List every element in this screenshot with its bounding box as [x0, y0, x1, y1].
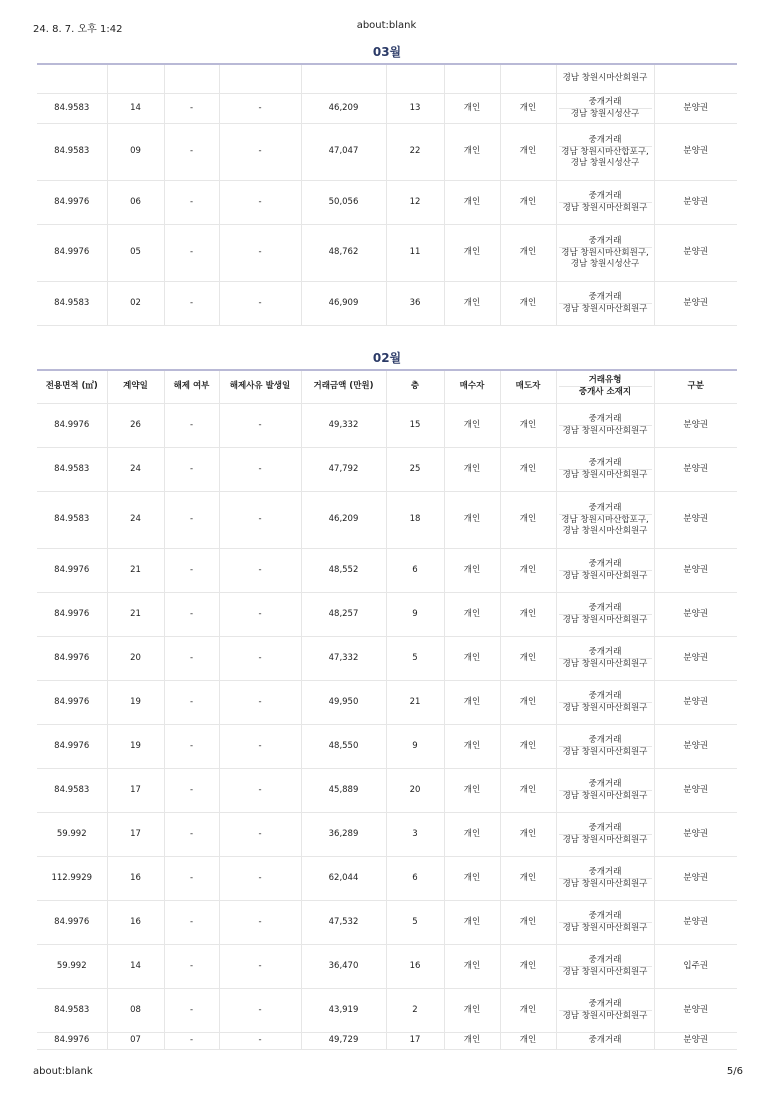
location-text: 경남 창원시마산회원구 [562, 469, 648, 480]
table-row [37, 548, 737, 592]
trade-type-text: 중개거래 [559, 999, 652, 1011]
cell-area: 84.9976 [37, 224, 107, 281]
cell-type [556, 1032, 654, 1049]
trade-type-text: 중개거래 [559, 779, 652, 791]
cell-seller: 개인 [500, 180, 556, 224]
cell-price: 48,552 [301, 548, 386, 592]
cell-seller: 개인 [500, 93, 556, 123]
cell-type [556, 592, 654, 636]
cell-cancel: - [164, 403, 219, 447]
cell-kind: 입주권 [654, 944, 737, 988]
location-text: 경남 창원시마산회원구, 경남 창원시성산구 [561, 247, 649, 269]
cell-price: 47,047 [301, 123, 386, 180]
cell-day: 21 [107, 548, 164, 592]
cell-cancel-date: - [219, 680, 301, 724]
header-cancel: 해제 여부 [164, 370, 219, 403]
cell-price: 49,729 [301, 1032, 386, 1049]
cell-type [556, 64, 654, 93]
cell-day: 17 [107, 812, 164, 856]
cell-price: 43,919 [301, 988, 386, 1032]
cell-price: 46,209 [301, 93, 386, 123]
cell-kind: 분양권 [654, 592, 737, 636]
table-row [37, 447, 737, 491]
trade-type-text: 중개거래 [559, 292, 652, 304]
cell-cancel: - [164, 768, 219, 812]
cell-day: 20 [107, 636, 164, 680]
cell-day: 06 [107, 180, 164, 224]
cell-type [556, 768, 654, 812]
cell-kind: 분양권 [654, 900, 737, 944]
cell-type [556, 944, 654, 988]
table-row [37, 180, 737, 224]
trade-type-text: 중개거래 [559, 955, 652, 967]
trade-type-text: 중개거래 [559, 503, 652, 515]
cell-type [556, 988, 654, 1032]
cell-day: 24 [107, 491, 164, 548]
cell-type [556, 636, 654, 680]
month-title-march: 03월 [372, 45, 402, 59]
cell-kind: 분양권 [654, 281, 737, 325]
cell-day: 02 [107, 281, 164, 325]
cell-floor [386, 64, 444, 93]
cell-cancel: - [164, 447, 219, 491]
cell-cancel: - [164, 680, 219, 724]
trade-type-text: 중개거래 [559, 414, 652, 426]
cell-cancel: - [164, 724, 219, 768]
cell-floor: 5 [386, 900, 444, 944]
cell-price: 47,332 [301, 636, 386, 680]
trade-type-text: 중개거래 [559, 735, 652, 747]
cell-area: 84.9976 [37, 680, 107, 724]
cell-cancel: - [164, 636, 219, 680]
table-row [37, 768, 737, 812]
cell-type [556, 180, 654, 224]
cell-buyer: 개인 [444, 724, 500, 768]
cell-cancel-date: - [219, 724, 301, 768]
cell-cancel-date: - [219, 856, 301, 900]
print-footer [0, 1066, 773, 1080]
header-seller: 매도자 [500, 370, 556, 403]
cell-buyer: 개인 [444, 856, 500, 900]
cell-cancel-date: - [219, 900, 301, 944]
cell-area: 84.9583 [37, 447, 107, 491]
cell-cancel: - [164, 491, 219, 548]
header-day: 계약일 [107, 370, 164, 403]
header-kind: 구분 [654, 370, 737, 403]
print-footer-url: about:blank [33, 1066, 93, 1077]
table-row [37, 1032, 737, 1049]
cell-cancel: - [164, 592, 219, 636]
header-location-label: 중개사 소재지 [578, 387, 632, 398]
cell-buyer: 개인 [444, 592, 500, 636]
cell-area: 84.9976 [37, 636, 107, 680]
cell-buyer: 개인 [444, 491, 500, 548]
cell-price: 36,289 [301, 812, 386, 856]
cell-seller: 개인 [500, 812, 556, 856]
cell-price: 36,470 [301, 944, 386, 988]
cell-cancel-date: - [219, 944, 301, 988]
cell-cancel-date: - [219, 447, 301, 491]
trade-type-text: 중개거래 [559, 97, 652, 109]
trade-type-text: 중개거래 [559, 458, 652, 470]
cell-cancel-date: - [219, 988, 301, 1032]
cell-kind: 분양권 [654, 224, 737, 281]
cell-cancel-date: - [219, 403, 301, 447]
trade-table-february [37, 369, 737, 1050]
cell-day: 21 [107, 592, 164, 636]
cell-area: 112.9929 [37, 856, 107, 900]
location-text: 경남 창원시마산합포구, 경남 창원시마산회원구 [561, 514, 649, 536]
table-row [37, 856, 737, 900]
cell-type [556, 724, 654, 768]
cell-type [556, 224, 654, 281]
cell-kind: 분양권 [654, 724, 737, 768]
cell-kind: 분양권 [654, 856, 737, 900]
cell-cancel [164, 64, 219, 93]
trade-table-march [37, 63, 737, 326]
table-row [37, 988, 737, 1032]
cell-type [556, 447, 654, 491]
cell-cancel: - [164, 93, 219, 123]
cell-type [556, 900, 654, 944]
cell-cancel-date: - [219, 224, 301, 281]
cell-floor: 11 [386, 224, 444, 281]
cell-area: 84.9976 [37, 403, 107, 447]
cell-day: 05 [107, 224, 164, 281]
header-buyer: 매수자 [444, 370, 500, 403]
cell-day: 07 [107, 1032, 164, 1049]
cell-type [556, 856, 654, 900]
cell-price [301, 64, 386, 93]
table-row [37, 93, 737, 123]
cell-cancel: - [164, 812, 219, 856]
cell-day: 14 [107, 944, 164, 988]
cell-buyer: 개인 [444, 680, 500, 724]
table-row [37, 680, 737, 724]
cell-day: 17 [107, 768, 164, 812]
cell-kind: 분양권 [654, 447, 737, 491]
table-row [37, 403, 737, 447]
cell-type [556, 680, 654, 724]
cell-price: 47,532 [301, 900, 386, 944]
location-text: 경남 창원시마산회원구 [562, 746, 648, 757]
cell-seller: 개인 [500, 548, 556, 592]
cell-buyer: 개인 [444, 636, 500, 680]
location-text: 경남 창원시마산회원구 [562, 303, 648, 314]
cell-buyer: 개인 [444, 403, 500, 447]
print-title: about:blank [356, 20, 417, 31]
cell-floor: 22 [386, 123, 444, 180]
month-title-february: 02월 [372, 351, 402, 365]
cell-floor: 25 [386, 447, 444, 491]
cell-buyer: 개인 [444, 123, 500, 180]
cell-area: 84.9976 [37, 724, 107, 768]
cell-floor: 3 [386, 812, 444, 856]
cell-area: 84.9583 [37, 281, 107, 325]
table-row [37, 592, 737, 636]
cell-cancel: - [164, 856, 219, 900]
cell-floor: 15 [386, 403, 444, 447]
cell-floor: 6 [386, 548, 444, 592]
header-area: 전용면적 (㎡) [37, 370, 107, 403]
cell-type [556, 403, 654, 447]
cell-day: 08 [107, 988, 164, 1032]
table-row [37, 636, 737, 680]
location-text: 경남 창원시마산회원구 [562, 570, 648, 581]
location-text: 경남 창원시마산회원구 [562, 202, 648, 213]
header-type-label: 거래유형 [559, 375, 652, 387]
cell-buyer: 개인 [444, 93, 500, 123]
cell-floor: 5 [386, 636, 444, 680]
cell-cancel-date: - [219, 491, 301, 548]
cell-floor: 17 [386, 1032, 444, 1049]
cell-type [556, 548, 654, 592]
location-text: 경남 창원시마산합포구, 경남 창원시성산구 [561, 146, 649, 168]
cell-kind: 분양권 [654, 491, 737, 548]
header-price: 거래금액 (만원) [301, 370, 386, 403]
cell-area: 84.9583 [37, 768, 107, 812]
trade-type-text: 중개거래 [559, 236, 652, 248]
cell-floor: 9 [386, 724, 444, 768]
cell-area: 84.9583 [37, 93, 107, 123]
cell-day: 26 [107, 403, 164, 447]
location-text: 경남 창원시마산회원구 [562, 790, 648, 801]
trade-type-text: 중개거래 [559, 867, 652, 879]
cell-kind: 분양권 [654, 636, 737, 680]
cell-area: 84.9583 [37, 491, 107, 548]
cell-floor: 12 [386, 180, 444, 224]
cell-cancel-date: - [219, 180, 301, 224]
cell-cancel: - [164, 123, 219, 180]
cell-seller: 개인 [500, 491, 556, 548]
table-row [37, 281, 737, 325]
table-row [37, 944, 737, 988]
cell-cancel-date: - [219, 636, 301, 680]
cell-seller: 개인 [500, 123, 556, 180]
cell-seller: 개인 [500, 447, 556, 491]
cell-buyer [444, 64, 500, 93]
cell-seller: 개인 [500, 680, 556, 724]
page-number: 5/6 [726, 1066, 743, 1077]
trade-type-text: 중개거래 [559, 691, 652, 703]
cell-cancel-date: - [219, 1032, 301, 1049]
cell-area: 84.9976 [37, 180, 107, 224]
print-timestamp: 24. 8. 7. 오후 1:42 [33, 24, 123, 35]
table-row [37, 900, 737, 944]
header-type [556, 370, 654, 403]
cell-area: 84.9976 [37, 548, 107, 592]
cell-price: 45,889 [301, 768, 386, 812]
cell-seller: 개인 [500, 224, 556, 281]
cell-buyer: 개인 [444, 224, 500, 281]
cell-buyer: 개인 [444, 447, 500, 491]
trade-type-text: 중개거래 [559, 647, 652, 659]
table-header-row [37, 370, 737, 403]
cell-price: 46,209 [301, 491, 386, 548]
cell-cancel: - [164, 944, 219, 988]
cell-buyer: 개인 [444, 768, 500, 812]
cell-day [107, 64, 164, 93]
cell-type [556, 93, 654, 123]
cell-cancel-date [219, 64, 301, 93]
table-row [37, 491, 737, 548]
location-text: 경남 창원시마산회원구 [562, 1010, 648, 1021]
cell-price: 48,762 [301, 224, 386, 281]
cell-day: 09 [107, 123, 164, 180]
cell-seller: 개인 [500, 988, 556, 1032]
cell-area: 84.9583 [37, 123, 107, 180]
location-text: 경남 창원시마산회원구 [562, 834, 648, 845]
table-row-continued [37, 64, 737, 93]
cell-cancel-date: - [219, 123, 301, 180]
cell-cancel-date: - [219, 768, 301, 812]
cell-floor: 13 [386, 93, 444, 123]
cell-price: 50,056 [301, 180, 386, 224]
cell-cancel: - [164, 281, 219, 325]
location-text: 경남 창원시마산회원구 [562, 73, 648, 84]
cell-seller: 개인 [500, 724, 556, 768]
cell-price: 46,909 [301, 281, 386, 325]
cell-cancel-date: - [219, 281, 301, 325]
cell-area [37, 64, 107, 93]
cell-kind: 분양권 [654, 123, 737, 180]
cell-kind [654, 64, 737, 93]
cell-floor: 36 [386, 281, 444, 325]
cell-day: 16 [107, 900, 164, 944]
cell-buyer: 개인 [444, 180, 500, 224]
cell-price: 48,257 [301, 592, 386, 636]
trade-type-text: 중개거래 [588, 1035, 622, 1045]
location-text: 경남 창원시마산회원구 [562, 614, 648, 625]
cell-area: 84.9976 [37, 1032, 107, 1049]
cell-type [556, 123, 654, 180]
trade-type-text: 중개거래 [559, 191, 652, 203]
trade-type-text: 중개거래 [559, 911, 652, 923]
table-row [37, 123, 737, 180]
trade-type-text: 중개거래 [559, 559, 652, 571]
cell-floor: 6 [386, 856, 444, 900]
cell-kind: 분양권 [654, 680, 737, 724]
cell-price: 48,550 [301, 724, 386, 768]
cell-floor: 20 [386, 768, 444, 812]
table-row [37, 224, 737, 281]
trade-type-text: 중개거래 [559, 823, 652, 835]
print-header [0, 20, 773, 34]
cell-area: 59.992 [37, 944, 107, 988]
table-row [37, 724, 737, 768]
location-text: 경남 창원시마산회원구 [562, 425, 648, 436]
cell-kind: 분양권 [654, 812, 737, 856]
cell-seller: 개인 [500, 592, 556, 636]
location-text: 경남 창원시마산회원구 [562, 702, 648, 713]
trade-type-text: 중개거래 [559, 603, 652, 615]
cell-seller: 개인 [500, 768, 556, 812]
cell-cancel: - [164, 1032, 219, 1049]
cell-area: 84.9583 [37, 988, 107, 1032]
cell-kind: 분양권 [654, 180, 737, 224]
cell-area: 84.9976 [37, 900, 107, 944]
cell-type [556, 281, 654, 325]
cell-seller: 개인 [500, 944, 556, 988]
cell-floor: 9 [386, 592, 444, 636]
cell-cancel: - [164, 180, 219, 224]
cell-kind: 분양권 [654, 768, 737, 812]
cell-floor: 2 [386, 988, 444, 1032]
cell-cancel-date: - [219, 548, 301, 592]
trade-type-text: 중개거래 [559, 135, 652, 147]
cell-seller [500, 64, 556, 93]
cell-cancel: - [164, 548, 219, 592]
header-floor: 층 [386, 370, 444, 403]
cell-area: 59.992 [37, 812, 107, 856]
cell-type [556, 812, 654, 856]
cell-kind: 분양권 [654, 548, 737, 592]
cell-cancel-date: - [219, 93, 301, 123]
location-text: 경남 창원시마산회원구 [562, 658, 648, 669]
cell-day: 24 [107, 447, 164, 491]
cell-seller: 개인 [500, 403, 556, 447]
cell-buyer: 개인 [444, 988, 500, 1032]
cell-cancel: - [164, 224, 219, 281]
location-text: 경남 창원시마산회원구 [562, 922, 648, 933]
cell-floor: 16 [386, 944, 444, 988]
cell-seller: 개인 [500, 856, 556, 900]
cell-day: 19 [107, 724, 164, 768]
cell-type [556, 491, 654, 548]
cell-floor: 18 [386, 491, 444, 548]
cell-floor: 21 [386, 680, 444, 724]
cell-day: 14 [107, 93, 164, 123]
cell-area: 84.9976 [37, 592, 107, 636]
cell-kind: 분양권 [654, 988, 737, 1032]
cell-seller: 개인 [500, 636, 556, 680]
cell-seller: 개인 [500, 281, 556, 325]
cell-cancel-date: - [219, 812, 301, 856]
cell-day: 19 [107, 680, 164, 724]
cell-cancel: - [164, 988, 219, 1032]
cell-buyer: 개인 [444, 548, 500, 592]
location-text: 경남 창원시마산회원구 [562, 966, 648, 977]
cell-buyer: 개인 [444, 812, 500, 856]
header-cancel-date: 해제사유 발생일 [219, 370, 301, 403]
cell-buyer: 개인 [444, 1032, 500, 1049]
location-text: 경남 창원시성산구 [570, 108, 640, 119]
cell-price: 62,044 [301, 856, 386, 900]
cell-price: 47,792 [301, 447, 386, 491]
cell-price: 49,950 [301, 680, 386, 724]
cell-buyer: 개인 [444, 281, 500, 325]
table-row [37, 812, 737, 856]
cell-price: 49,332 [301, 403, 386, 447]
location-text: 경남 창원시마산회원구 [562, 878, 648, 889]
cell-kind: 분양권 [654, 1032, 737, 1049]
cell-cancel: - [164, 900, 219, 944]
cell-seller: 개인 [500, 900, 556, 944]
cell-buyer: 개인 [444, 944, 500, 988]
cell-kind: 분양권 [654, 93, 737, 123]
cell-cancel-date: - [219, 592, 301, 636]
cell-seller: 개인 [500, 1032, 556, 1049]
cell-kind: 분양권 [654, 403, 737, 447]
cell-day: 16 [107, 856, 164, 900]
cell-buyer: 개인 [444, 900, 500, 944]
